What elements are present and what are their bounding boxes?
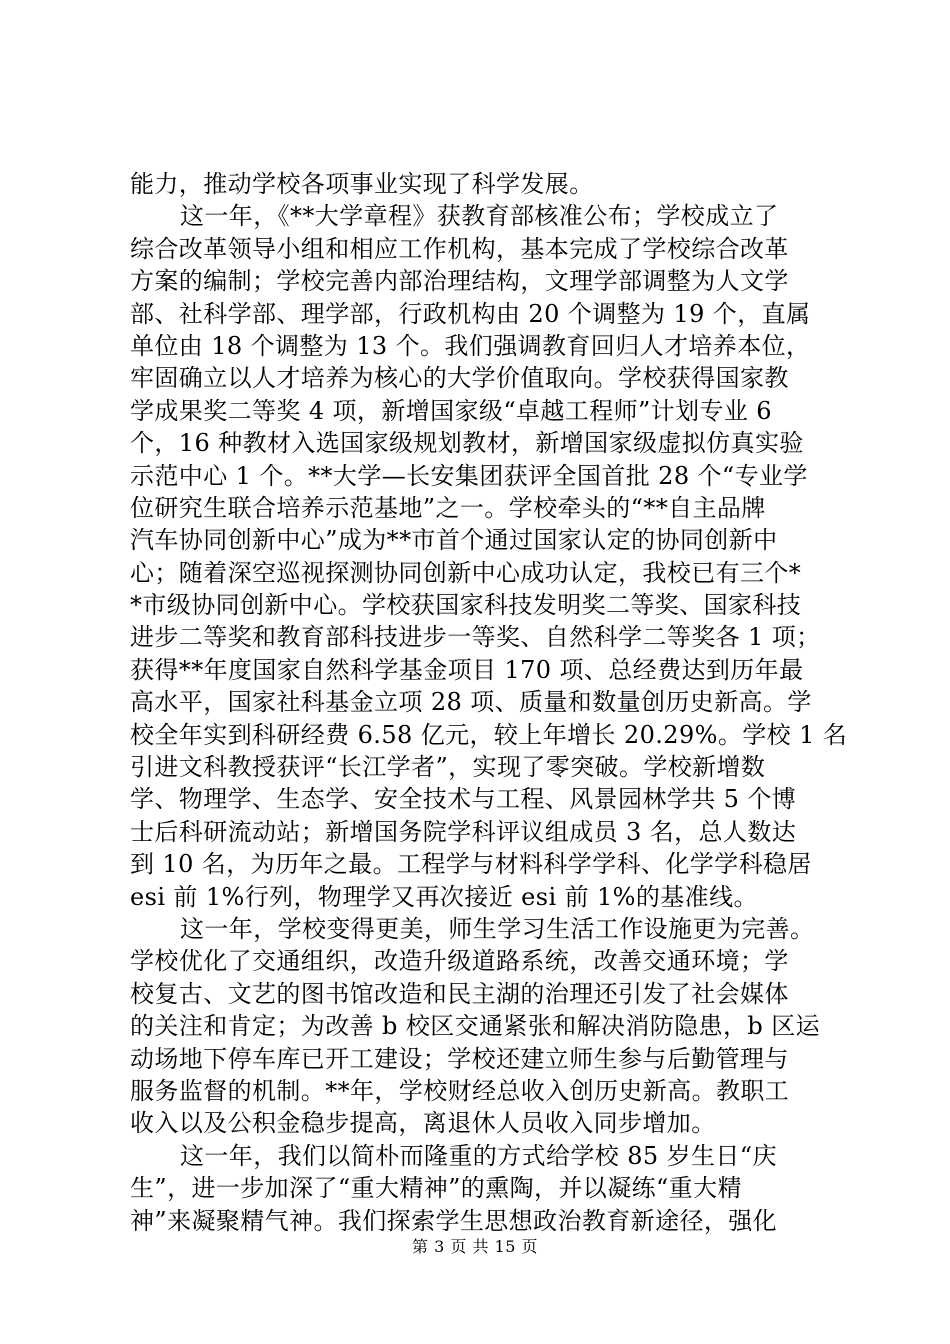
text-line: 牢固确立以人才培养为核心的大学价值取向。学校获得国家教: [130, 364, 789, 393]
text-line: 部、社科学部、理学部，行政机构由 20 个调整为 19 个，直属: [130, 299, 811, 328]
text-line: 进步二等奖和教育部科技进步一等奖、自然科学二等奖各 1 项；: [130, 623, 821, 652]
text-line: 校复古、文艺的图书馆改造和民主湖的治理还引发了社会媒体: [130, 979, 789, 1008]
text-line: 学校优化了交通组织，改造升级道路系统，改善交通环境；学: [130, 947, 789, 976]
text-line: 心；随着深空巡视探测协同创新中心成功认定，我校已有三个*: [130, 558, 802, 587]
text-line: 这一年，我们以简朴而隆重的方式给学校 85 岁生日“庆: [180, 1141, 777, 1170]
text-line: *市级协同创新中心。学校获国家科技发明奖二等奖、国家科技: [130, 591, 802, 620]
text-line: 这一年，学校变得更美，师生学习生活工作设施更为完善。: [180, 914, 815, 943]
text-line: 的关注和肯定；为改善 b 校区交通紧张和解决消防隐患，b 区运: [130, 1012, 821, 1041]
text-line: 服务监督的机制。**年，学校财经总收入创历史新高。教职工: [130, 1076, 790, 1105]
text-line: 神”来凝聚精气神。我们探索学生思想政治教育新途径，强化: [130, 1206, 778, 1235]
text-line: 士后科研流动站；新增国务院学科评议组成员 3 名，总人数达: [130, 817, 797, 846]
text-line: 到 10 名，为历年之最。工程学与材料科学学科、化学学科稳居: [130, 850, 812, 879]
document-body: [130, 168, 848, 1237]
text-line: 方案的编制；学校完善内部治理结构，文理学部调整为人文学: [130, 267, 789, 296]
text-line: 校全年实到科研经费 6.58 亿元，较上年增长 20.29%。学校 1 名: [130, 720, 848, 749]
text-line: 学、物理学、生态学、安全技术与工程、风景园林学共 5 个博: [130, 785, 797, 814]
text-line: esi 前 1%行列，物理学又再次接近 esi 前 1%的基准线。: [130, 882, 758, 911]
text-line: 汽车协同创新中心”成为**市首个通过国家认定的协同创新中: [130, 526, 778, 555]
text-line: 能力，推动学校各项事业实现了科学发展。: [130, 170, 594, 198]
text-line: 动场地下停车库已开工建设；学校还建立师生参与后勤管理与: [130, 1044, 789, 1073]
text-line: 引进文科教授获评“长江学者”，实现了零突破。学校新增数: [130, 753, 766, 782]
text-line: 高水平，国家社科基金立项 28 项、质量和数量创历史新高。学: [130, 688, 812, 717]
page-footer: 第 3 页 共 15 页: [412, 1237, 538, 1256]
text-line: 示范中心 1 个。**大学—长安集团获评全国首批 28 个“专业学: [130, 461, 808, 490]
text-line: 收入以及公积金稳步提高，离退休人员收入同步增加。: [130, 1109, 716, 1138]
text-line: 位研究生联合培养示范基地”之一。学校牵头的“**自主品牌: [130, 493, 766, 522]
text-line: 生”，进一步加深了“重大精神”的熏陶，并以凝练“重大精: [130, 1174, 742, 1203]
text-line: 获得**年度国家自然科学基金项目 170 项、总经费达到历年最: [130, 655, 804, 684]
text-line: 学成果奖二等奖 4 项，新增国家级“卓越工程师”计划专业 6: [130, 396, 772, 425]
text-line: 单位由 18 个调整为 13 个。我们强调教育回归人才培养本位，: [130, 331, 811, 360]
text-line: 个，16 种教材入选国家级规划教材，新增国家级虚拟仿真实验: [130, 429, 804, 458]
text-line: 综合改革领导小组和相应工作机构，基本完成了学校综合改革: [130, 234, 789, 263]
text-line: 这一年，《**大学章程》获教育部核准公布；学校成立了: [180, 202, 779, 231]
